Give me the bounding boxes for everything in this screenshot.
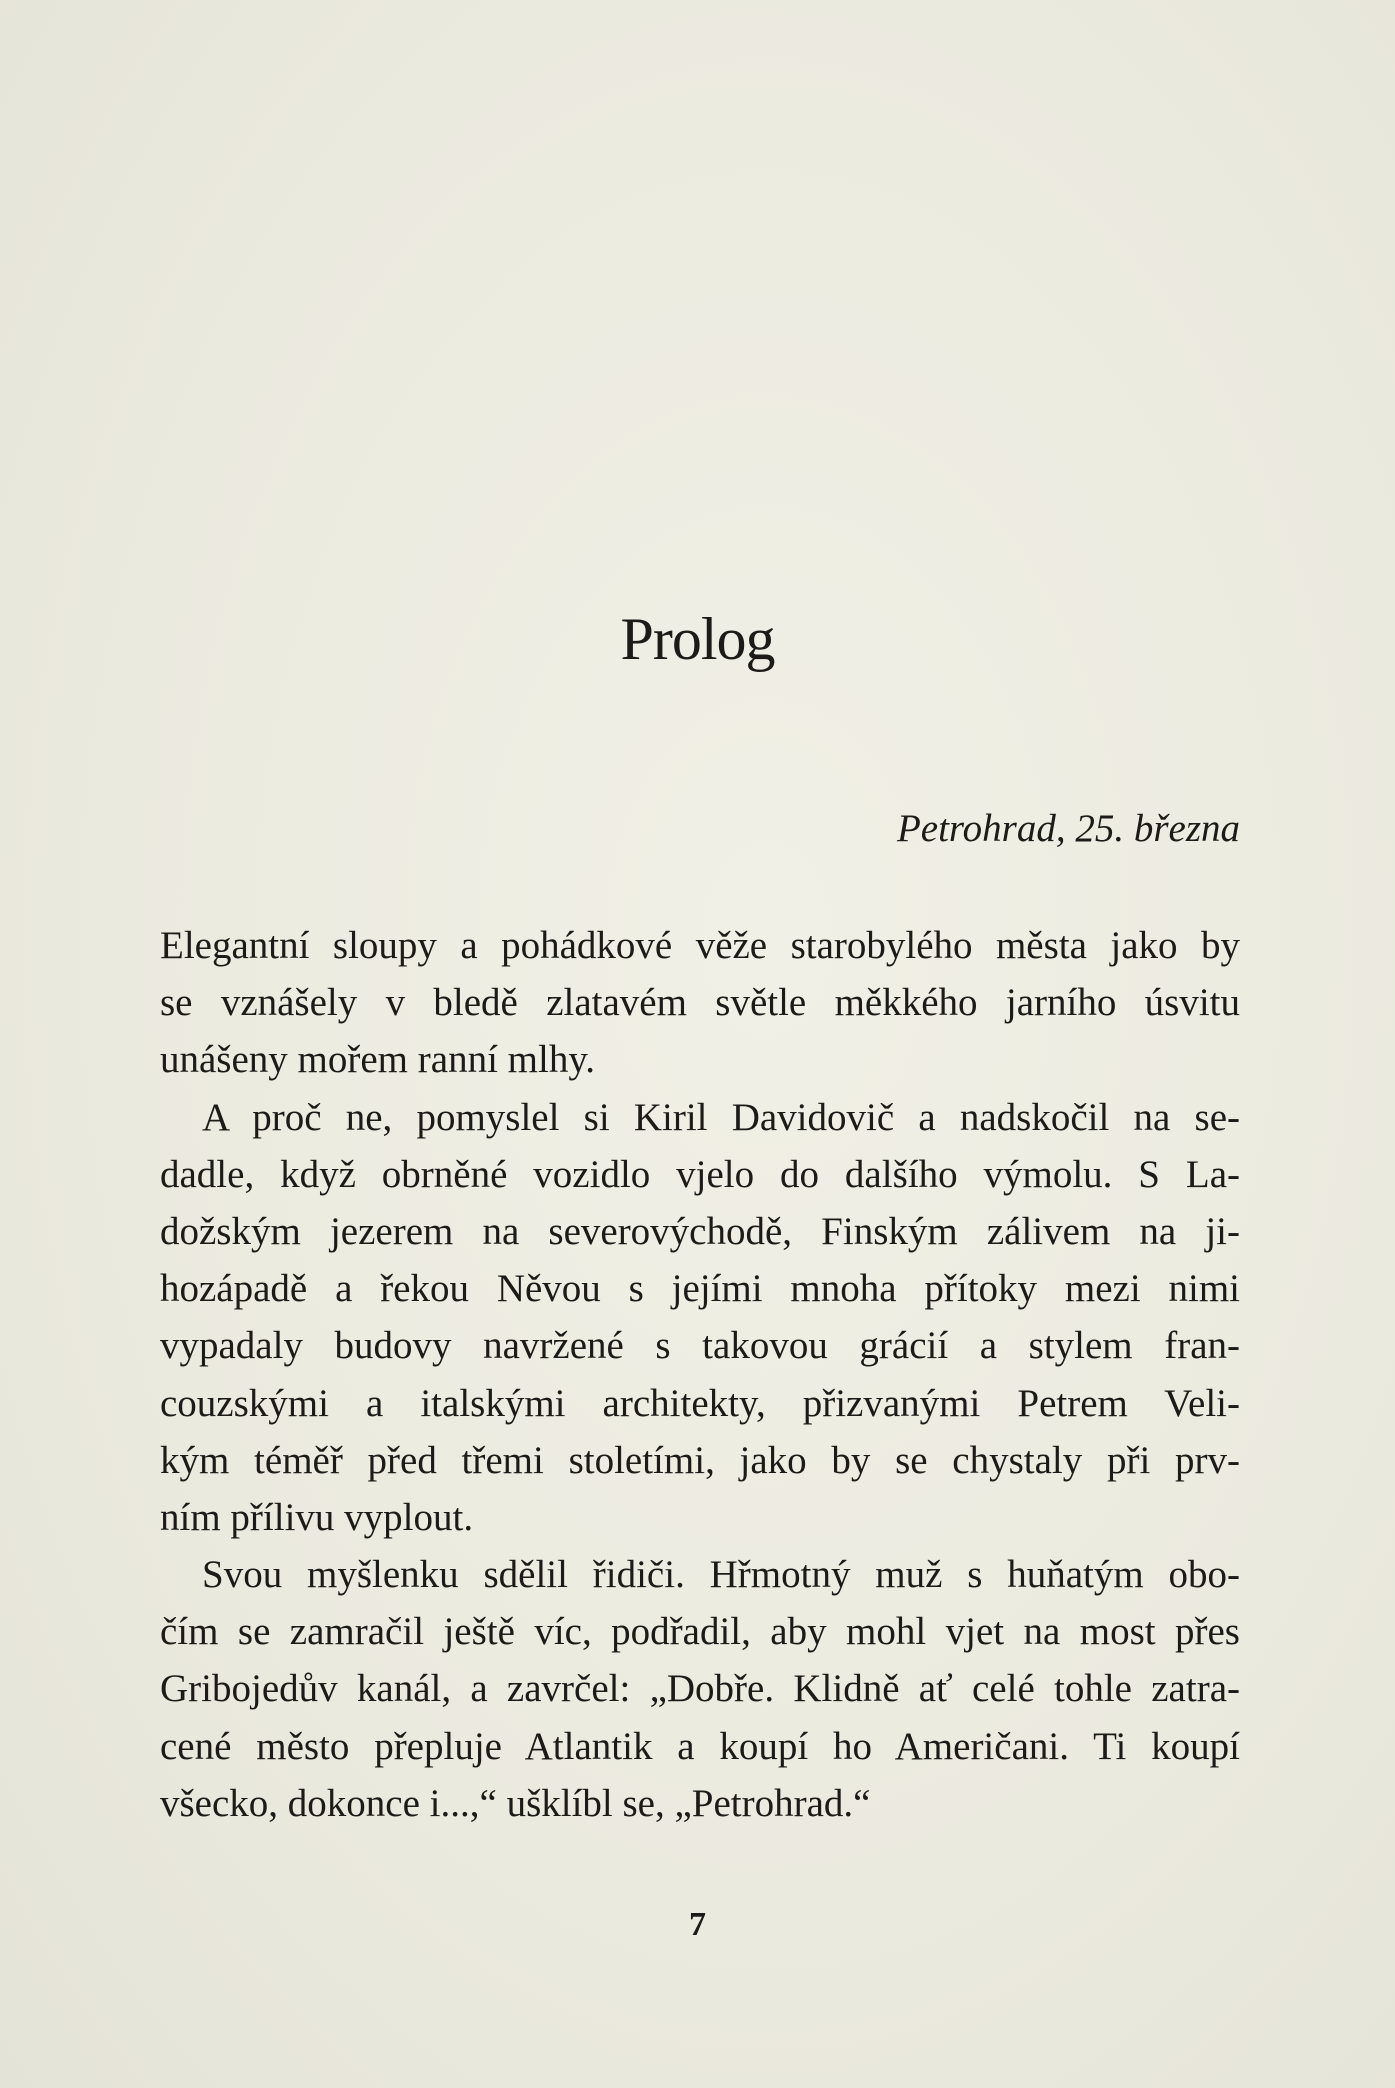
text-line: Gribojedův kanál, a zavrčel: „Dobře. Klidně ať celé tohle zatra- xyxy=(160,1667,1240,1711)
text-line: ním přílivu vyplout. xyxy=(160,1495,474,1539)
text-line: vypadaly budovy navržené s takovou grácií a stylem fran- xyxy=(160,1324,1240,1368)
dateline: Petrohrad, 25. března xyxy=(896,807,1240,850)
page-number: 7 xyxy=(689,1906,706,1943)
text-line: Svou myšlenku sdělil řidiči. Hřmotný muž s huňatým obo- xyxy=(202,1553,1240,1597)
text-line: couzskými a italskými architekty, přizvanými Petrem Veli- xyxy=(160,1381,1240,1425)
text-line: Elegantní sloupy a pohádkové věže starobylého města jako by xyxy=(160,924,1240,967)
text-line: cené město přepluje Atlantik a koupí ho Američani. Ti koupí xyxy=(160,1724,1240,1768)
text-line: A proč ne, pomyslel si Kiril Davidovič a nadskočil na se- xyxy=(202,1095,1240,1139)
text-line: dožským jezerem na severovýchodě, Finským zálivem na ji- xyxy=(160,1209,1240,1253)
text-line: se vznášely v bledě zlatavém světle měkkého jarního úsvitu xyxy=(160,981,1240,1025)
text-line: kým téměř před třemi stoletími, jako by se chystaly při prv- xyxy=(160,1438,1240,1482)
text-line: unášeny mořem ranní mlhy. xyxy=(160,1038,596,1082)
text-line: dadle, když obrněné vozidlo vjelo do dalšího výmolu. S La- xyxy=(160,1152,1240,1196)
body-text xyxy=(160,917,1240,1832)
text-line: čím se zamračil ještě víc, podřadil, aby mohl vjet na most přes xyxy=(160,1610,1240,1654)
text-line: hozápadě a řekou Něvou s jejími mnoha přítoky mezi nimi xyxy=(160,1267,1240,1311)
chapter-title: Prolog xyxy=(620,606,775,672)
text-line: všecko, dokonce i...,“ ušklíbl se, „Petrohrad.“ xyxy=(160,1781,871,1825)
